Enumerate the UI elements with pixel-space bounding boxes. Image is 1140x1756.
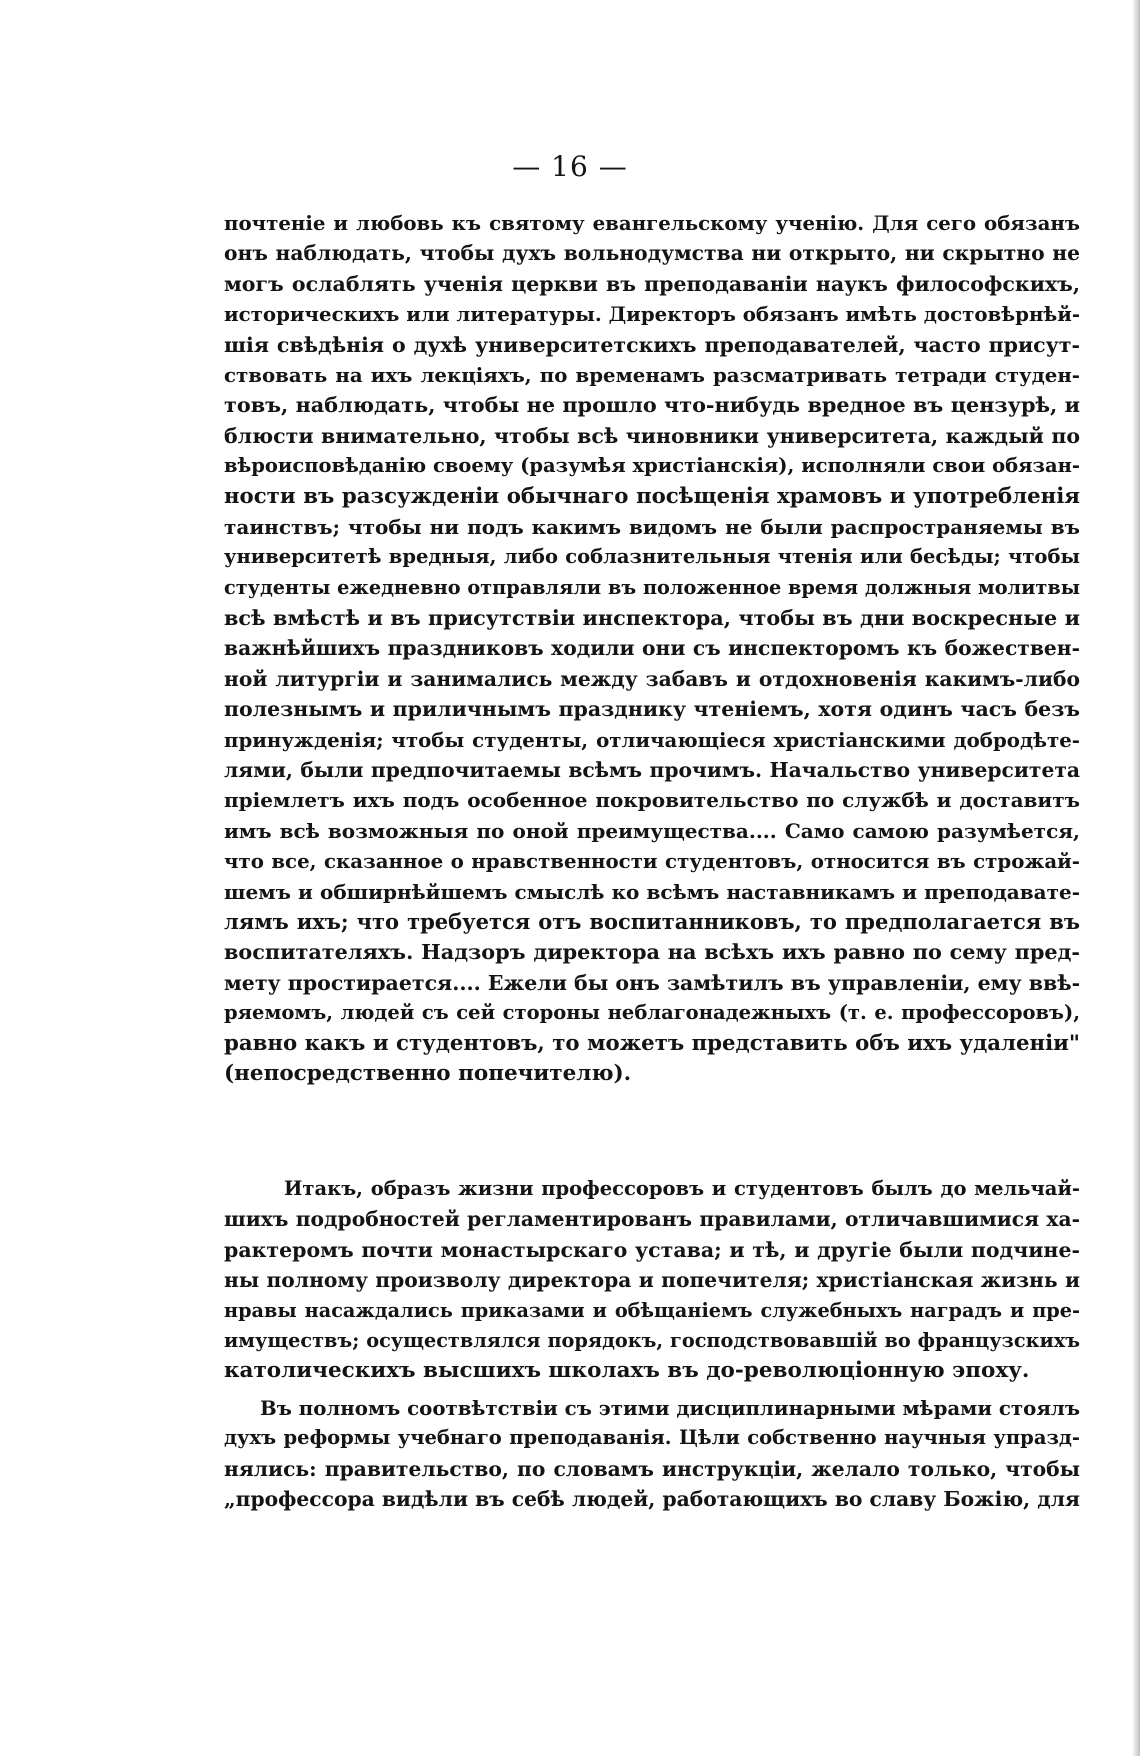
text-line: „профессора видѣли въ себѣ людей, работающихъ во славу Божію, для (224, 1487, 1080, 1512)
text-line: католическихъ высшихъ школахъ въ до-революціонную эпоху. (224, 1358, 1030, 1384)
text-line: воспитателяхъ. Надзоръ директора на всѣхъ ихъ равно по сему пред- (224, 940, 1080, 965)
text-line: блюсти внимательно, чтобы всѣ чиновники университета, каждый по (224, 423, 1080, 448)
text-line: принужденія; чтобы студенты, отличающіеся христіанскими добродѣте- (224, 727, 1080, 752)
text-line: полезнымъ и приличнымъ празднику чтеніемъ, хотя одинъ часъ безъ (224, 697, 1080, 722)
text-line: духъ реформы учебнаго преподаванія. Цѣли собственно научныя упразд- (224, 1426, 1080, 1450)
text-line: Въ полномъ соотвѣтствіи съ этими дисциплинарными мѣрами стоялъ (260, 1396, 1080, 1420)
text-line: пріемлетъ ихъ подъ особенное покровительство по службѣ и доставитъ (224, 788, 1080, 813)
text-line: ствовать на ихъ лекціяхъ, по временамъ разсматривать тетради студен- (224, 362, 1080, 387)
text-line: (непосредственно попечителю). (224, 1060, 632, 1086)
text-line: Итакъ, образъ жизни профессоровъ и студентовъ былъ до мельчай- (284, 1177, 1080, 1200)
text-line: почтеніе и любовь къ святому евангельскому ученію. Для сего обязанъ (224, 211, 1080, 235)
text-line: таинствъ; чтобы ни подъ какимъ видомъ не были распространяемы въ (224, 514, 1080, 539)
text-line: равно какъ и студентовъ, то можетъ представить объ ихъ удаленіи" (224, 1030, 1080, 1056)
text-line: имуществъ; осуществлялся порядокъ, господствовавшій во французскихъ (224, 1328, 1080, 1352)
paragraph-3 (224, 1393, 1080, 1515)
text-line: ной литургіи и занимались между забавъ и отдохновенія какимъ-либо (224, 666, 1080, 691)
text-line: шія свѣдѣнія о духѣ университетскихъ преподавателей, часто присут- (224, 332, 1080, 357)
text-line: нялись: правительство, по словамъ инструкціи, желало только, чтобы (224, 1456, 1080, 1481)
paragraph-1 (224, 208, 1080, 1089)
scan-edge (1132, 0, 1140, 1756)
text-line: университетѣ вредныя, либо соблазнительныя чтенія или бесѣды; чтобы (224, 545, 1080, 569)
text-line: что все, сказанное о нравственности студентовъ, относится въ строжай- (224, 849, 1080, 874)
text-line: лями, были предпочитаемы всѣмъ прочимъ. Начальство университета (224, 758, 1080, 783)
page-number: — 16 — (512, 150, 628, 183)
text-line: онъ наблюдать, чтобы духъ вольнодумства ни открыто, ни скрытно не (224, 241, 1080, 266)
text-line: важнѣйшихъ праздниковъ ходили они съ инспекторомъ къ божествен- (224, 636, 1080, 661)
text-line: историческихъ или литературы. Директоръ обязанъ имѣть достовѣрнѣй- (224, 302, 1081, 327)
text-line: шемъ и обширнѣйшемъ смыслѣ ко всѣмъ наставникамъ и преподавате- (224, 879, 1080, 904)
text-line: ряемомъ, людей съ сей стороны неблагонадежныхъ (т. е. профессоровъ), (224, 1001, 1080, 1025)
text-line: мету простирается.... Ежели бы онъ замѣтилъ въ управленіи, ему ввѣ- (224, 970, 1081, 995)
text-line: вѣроисповѣданію своему (разумѣя христіанскія), исполняли свои обязан- (224, 454, 1080, 478)
text-line: товъ, наблюдать, чтобы не прошло что-нибудь вредное въ цензурѣ, и (224, 393, 1080, 418)
text-line: рактеромъ почти монастырскаго устава; и тѣ, и другіе были подчине- (224, 1237, 1080, 1262)
text-line: ности въ разсужденіи обычнаго посѣщенія храмовъ и употребленія (224, 483, 1080, 509)
text-line: студенты ежедневно отправляли въ положенное время должныя молитвы (224, 575, 1080, 599)
text-line: ны полному произволу директора и попечителя; христіанская жизнь и (224, 1268, 1080, 1293)
text-line: нравы насаждались приказами и обѣщаніемъ служебныхъ наградъ и пре- (224, 1298, 1080, 1322)
text-line: шихъ подробностей регламентированъ правилами, отличавшимися ха- (224, 1207, 1080, 1232)
text-line: всѣ вмѣстѣ и въ присутствіи инспектора, чтобы въ дни воскресные и (224, 606, 1080, 631)
text-line: имъ всѣ возможныя по оной преимущества.... Само самою разумѣется, (224, 818, 1080, 843)
text-line: могъ ослаблять ученія церкви въ преподаваніи наукъ философскихъ, (224, 271, 1080, 296)
text-line: лямъ ихъ; что требуется отъ воспитанниковъ, то предполагается въ (224, 908, 1080, 934)
paragraph-2 (224, 1174, 1080, 1387)
